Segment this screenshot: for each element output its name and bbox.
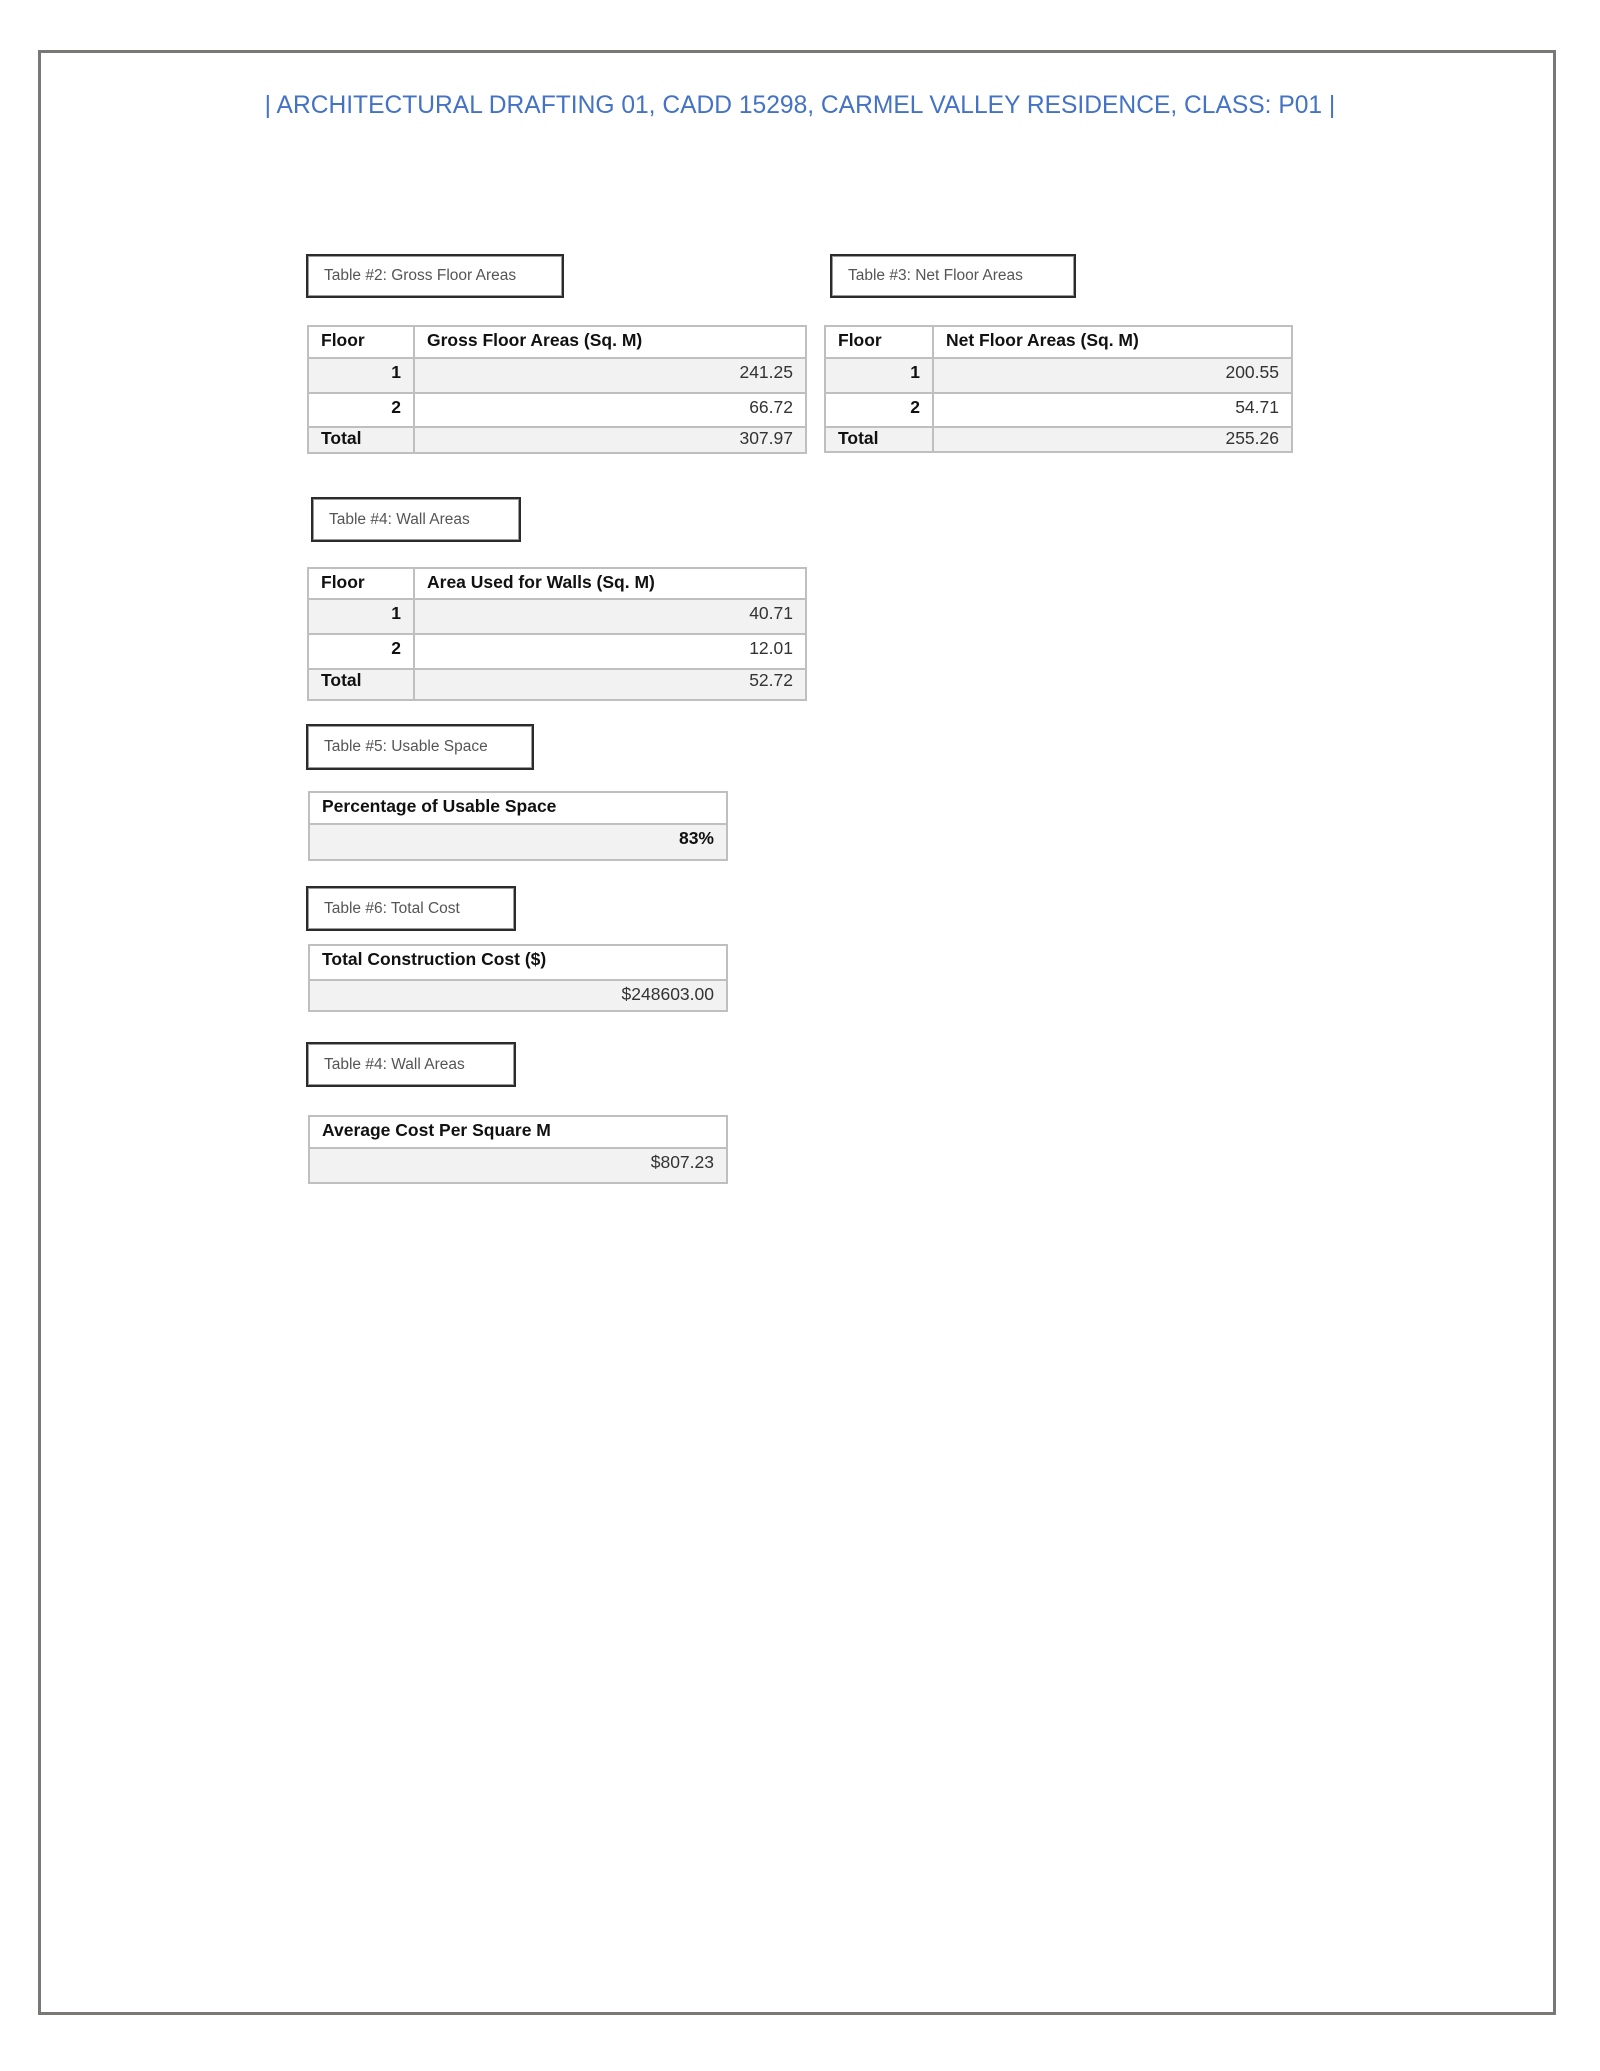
total-label: Total [308,427,414,453]
caption-gross-floor-areas: Table #2: Gross Floor Areas [306,254,564,298]
table-header-row [308,568,806,599]
table-header-row [825,326,1292,358]
table-gross-floor-areas [307,325,807,454]
value-cell: 40.71 [414,599,806,634]
total-label: Total [308,669,414,700]
value-cell: 12.01 [414,634,806,669]
table-wall-areas [307,567,807,701]
floor-cell: 1 [308,358,414,393]
table-row [309,980,727,1011]
usable-space-value: 83% [309,824,727,860]
table-row [308,358,806,393]
total-value: 255.26 [933,427,1292,452]
caption-average-cost: Table #4: Wall Areas [306,1042,516,1087]
value-cell: 241.25 [414,358,806,393]
caption-net-floor-areas: Table #3: Net Floor Areas [830,254,1076,298]
table-row [309,1148,727,1183]
total-value: 307.97 [414,427,806,453]
table-usable-space [308,791,728,861]
column-header-total-cost: Total Construction Cost ($) [309,945,727,980]
floor-cell: 2 [308,393,414,427]
floor-cell: 2 [825,393,933,427]
average-cost-value: $807.23 [309,1148,727,1183]
column-header-usable-space: Percentage of Usable Space [309,792,727,824]
caption-total-cost: Table #6: Total Cost [306,886,516,931]
table-total-row [308,669,806,700]
column-header-value: Net Floor Areas (Sq. M) [933,326,1292,358]
table-total-row [308,427,806,453]
total-cost-value: $248603.00 [309,980,727,1011]
document-header-title: | ARCHITECTURAL DRAFTING 01, CADD 15298, CARMEL VALLEY RESIDENCE, CLASS: P01 | [264,92,1336,119]
column-header-average-cost: Average Cost Per Square M [309,1116,727,1148]
table-header-row [308,326,806,358]
table-header-row [309,792,727,824]
column-header-value: Area Used for Walls (Sq. M) [414,568,806,599]
table-row [308,393,806,427]
table-row [308,599,806,634]
table-net-floor-areas [824,325,1293,453]
table-row [308,634,806,669]
table-header-row [309,945,727,980]
value-cell: 66.72 [414,393,806,427]
column-header-floor: Floor [825,326,933,358]
floor-cell: 2 [308,634,414,669]
table-row [825,358,1292,393]
table-total-cost [308,944,728,1012]
table-row [309,824,727,860]
table-row [825,393,1292,427]
total-value: 52.72 [414,669,806,700]
column-header-floor: Floor [308,568,414,599]
value-cell: 200.55 [933,358,1292,393]
floor-cell: 1 [825,358,933,393]
total-label: Total [825,427,933,452]
table-header-row [309,1116,727,1148]
column-header-value: Gross Floor Areas (Sq. M) [414,326,806,358]
table-total-row [825,427,1292,452]
floor-cell: 1 [308,599,414,634]
caption-wall-areas: Table #4: Wall Areas [311,497,521,542]
caption-usable-space: Table #5: Usable Space [306,724,534,770]
value-cell: 54.71 [933,393,1292,427]
table-average-cost [308,1115,728,1184]
column-header-floor: Floor [308,326,414,358]
